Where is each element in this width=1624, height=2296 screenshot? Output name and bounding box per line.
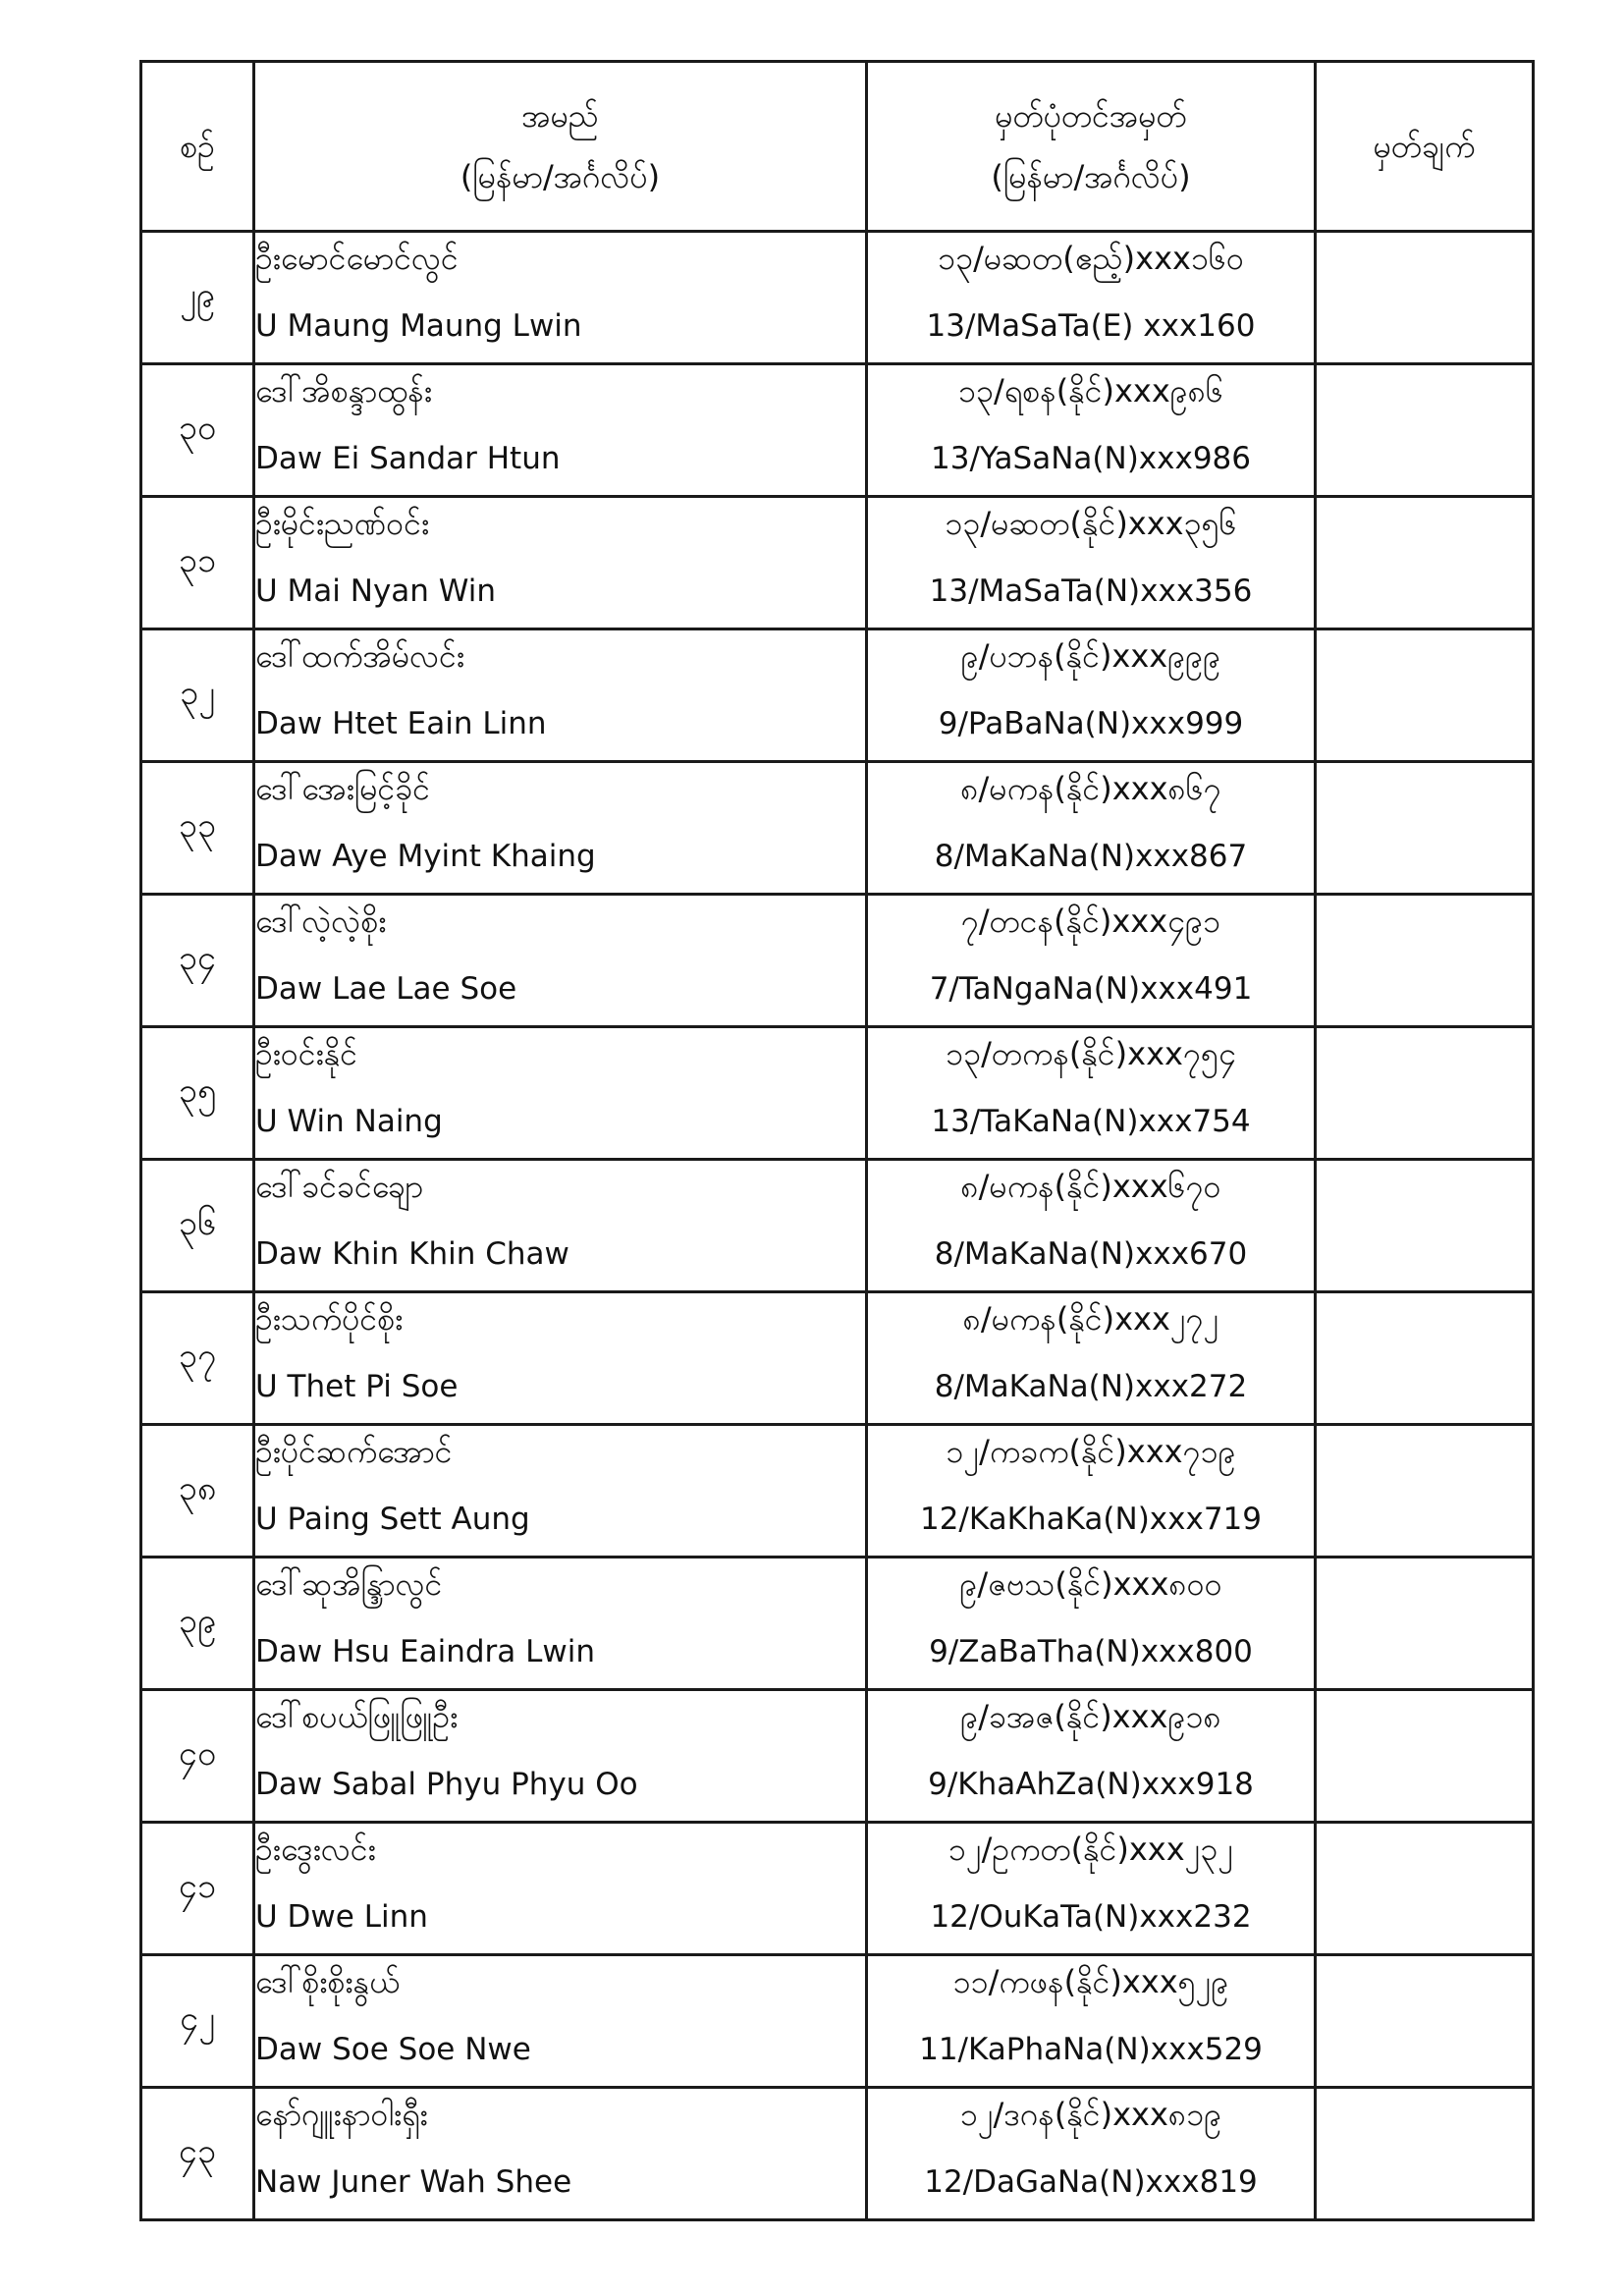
name-cell (254, 1160, 867, 1292)
name-myanmar: ဦးမောင်မောင်လွင် (255, 240, 459, 277)
name-english: Naw Juner Wah Shee (255, 2164, 572, 2200)
remarks-cell (1316, 1160, 1534, 1292)
table-row (141, 1292, 1534, 1425)
registration-cell (867, 1292, 1316, 1425)
remarks-cell (1316, 629, 1534, 762)
registration-cell (867, 1425, 1316, 1558)
registration-cell (867, 895, 1316, 1027)
registration-english: 8/MaKaNa(N)xxx867 (934, 839, 1248, 874)
header-name-line1: အမည် (521, 97, 599, 135)
table-row (141, 895, 1534, 1027)
row-number: ၄၃ (141, 2088, 254, 2220)
name-cell (254, 1027, 867, 1160)
remarks-cell (1316, 1027, 1534, 1160)
name-english: Daw Lae Lae Soe (255, 971, 517, 1007)
remarks-cell (1316, 364, 1534, 497)
registration-myanmar: ၈/မကန(နိုင်)xxx၈၆၇ (960, 770, 1221, 807)
name-cell (254, 1292, 867, 1425)
registration-english: 12/OuKaTa(N)xxx232 (930, 1899, 1252, 1935)
table-row (141, 1027, 1534, 1160)
registration-cell (867, 1558, 1316, 1690)
name-cell (254, 1955, 867, 2088)
name-english: Daw Htet Eain Linn (255, 706, 547, 741)
registration-myanmar: ၁၃/မဆတ(ဧည့်)xxx၁၆၀ (938, 240, 1244, 277)
name-cell (254, 232, 867, 364)
header-no: စဉ် (141, 62, 254, 232)
table-row (141, 1955, 1534, 2088)
registration-cell (867, 1955, 1316, 2088)
registration-cell (867, 629, 1316, 762)
table-row (141, 232, 1534, 364)
remarks-cell (1316, 762, 1534, 895)
registration-myanmar: ၁၃/မဆတ(နိုင်)xxx၃၅၆ (945, 505, 1237, 542)
remarks-cell (1316, 1690, 1534, 1823)
registration-myanmar: ၉/ဇဗသ(နိုင်)xxx၈၀၀ (959, 1565, 1222, 1603)
registration-english: 13/TaKaNa(N)xxx754 (931, 1104, 1251, 1139)
table-row (141, 1823, 1534, 1955)
table-row (141, 629, 1534, 762)
header-name (254, 62, 867, 232)
remarks-cell (1316, 2088, 1534, 2220)
name-myanmar: ဦးသက်ပိုင်စိုး (255, 1300, 404, 1338)
header-remarks: မှတ်ချက် (1316, 62, 1534, 232)
row-number: ၃၈ (141, 1425, 254, 1558)
registration-cell (867, 1027, 1316, 1160)
registration-cell (867, 232, 1316, 364)
row-number: ၃၄ (141, 895, 254, 1027)
name-cell (254, 497, 867, 629)
registration-english: 13/MaSaTa(N)xxx356 (929, 574, 1253, 609)
registration-english: 9/KhaAhZa(N)xxx918 (928, 1767, 1254, 1802)
table-header-row (141, 62, 1534, 232)
remarks-cell (1316, 895, 1534, 1027)
header-id-line1: မှတ်ပုံတင်အမှတ် (995, 97, 1187, 135)
registration-cell (867, 497, 1316, 629)
row-number: ၄၂ (141, 1955, 254, 2088)
name-myanmar: ဒေါ်အိစန္ဒာထွန်း (255, 372, 432, 410)
row-number: ၃၉ (141, 1558, 254, 1690)
registration-english: 13/MaSaTa(E) xxx160 (926, 308, 1256, 344)
remarks-cell (1316, 232, 1534, 364)
remarks-cell (1316, 1955, 1534, 2088)
registration-myanmar: ၉/ခအဇ(နိုင်)xxx၉၁၈ (960, 1698, 1221, 1735)
registration-english: 8/MaKaNa(N)xxx272 (934, 1369, 1248, 1404)
name-myanmar: ဒေါ်ထက်အိမ်လင်း (255, 637, 465, 675)
registration-english: 9/ZaBaTha(N)xxx800 (929, 1634, 1253, 1669)
row-number: ၃၃ (141, 762, 254, 895)
name-english: U Win Naing (255, 1104, 443, 1139)
table-row (141, 1690, 1534, 1823)
registration-cell (867, 1160, 1316, 1292)
registration-cell (867, 1823, 1316, 1955)
name-english: U Thet Pi Soe (255, 1369, 459, 1404)
registration-cell (867, 1690, 1316, 1823)
name-english: Daw Aye Myint Khaing (255, 839, 596, 874)
name-english: Daw Hsu Eaindra Lwin (255, 1634, 596, 1669)
registration-english: 12/DaGaNa(N)xxx819 (924, 2164, 1258, 2200)
table-row (141, 1425, 1534, 1558)
registration-english: 11/KaPhaNa(N)xxx529 (919, 2032, 1263, 2067)
name-cell (254, 2088, 867, 2220)
registration-english: 9/PaBaNa(N)xxx999 (938, 706, 1244, 741)
remarks-cell (1316, 1292, 1534, 1425)
name-english: U Paing Sett Aung (255, 1502, 530, 1537)
name-cell (254, 895, 867, 1027)
table-row (141, 364, 1534, 497)
registration-myanmar: ၇/တငန(နိုင်)xxx၄၉၁ (960, 902, 1221, 940)
name-myanmar: ဦးဝင်းနိုင် (255, 1035, 357, 1072)
name-myanmar: ဒေါ်စိုးစိုးနွယ် (255, 1963, 401, 2000)
name-myanmar: ဒေါ်စပယ်ဖြူဖြူဦး (255, 1698, 459, 1735)
table-row (141, 1160, 1534, 1292)
member-list-table (139, 60, 1535, 2221)
row-number: ၃၂ (141, 629, 254, 762)
name-cell (254, 364, 867, 497)
table-row (141, 2088, 1534, 2220)
registration-myanmar: ၁၂/ဒဂန(နိုင်)xxx၈၁၉ (959, 2096, 1222, 2133)
registration-myanmar: ၁၁/ကဖန(နိုင်)xxx၅၂၉ (952, 1963, 1229, 2000)
row-number: ၃၅ (141, 1027, 254, 1160)
row-number: ၂၉ (141, 232, 254, 364)
header-id-line2: (မြန်မာ/အင်္ဂလိပ်) (991, 158, 1191, 195)
name-english: U Maung Maung Lwin (255, 308, 582, 344)
name-myanmar: ဒေါ်ဆုအိန္ဒြာလွင် (255, 1565, 443, 1603)
registration-cell (867, 762, 1316, 895)
registration-myanmar: ၈/မကန(နိုင်)xxx၆၇၀ (960, 1168, 1221, 1205)
row-number: ၃၁ (141, 497, 254, 629)
row-number: ၃၀ (141, 364, 254, 497)
registration-english: 8/MaKaNa(N)xxx670 (934, 1236, 1248, 1272)
name-cell (254, 1558, 867, 1690)
registration-myanmar: ၁၃/ရစန(နိုင်)xxx၉၈၆ (957, 372, 1224, 410)
name-cell (254, 629, 867, 762)
registration-myanmar: ၁၂/ကခက(နိုင်)xxx၇၁၉ (946, 1433, 1236, 1470)
registration-myanmar: ၉/ပဘန(နိုင်)xxx၉၉၉ (960, 637, 1221, 675)
name-myanmar: ဦးပိုင်ဆက်အောင် (255, 1433, 453, 1470)
name-english: Daw Khin Khin Chaw (255, 1236, 569, 1272)
name-myanmar: ဦးမိုင်းညဏ်ဝင်း (255, 505, 430, 542)
name-cell (254, 1823, 867, 1955)
row-number: ၄၁ (141, 1823, 254, 1955)
registration-english: 7/TaNgaNa(N)xxx491 (929, 971, 1253, 1007)
name-english: U Dwe Linn (255, 1899, 428, 1935)
name-myanmar: ဒေါ်လဲ့လဲ့စိုး (255, 902, 387, 940)
header-id (867, 62, 1316, 232)
row-number: ၄၀ (141, 1690, 254, 1823)
registration-english: 12/KaKhaKa(N)xxx719 (919, 1502, 1262, 1537)
name-cell (254, 1425, 867, 1558)
name-myanmar: ဒေါ်ခင်ခင်ချော (255, 1168, 424, 1205)
name-cell (254, 1690, 867, 1823)
registration-myanmar: ၈/မကန(နိုင်)xxx၂၇၂ (962, 1300, 1219, 1338)
registration-english: 13/YaSaNa(N)xxx986 (931, 441, 1251, 476)
name-english: Daw Sabal Phyu Phyu Oo (255, 1767, 638, 1802)
table-row (141, 762, 1534, 895)
name-myanmar: နော်ဂျူးနာဝါးရှီး (255, 2096, 428, 2133)
name-cell (254, 762, 867, 895)
name-myanmar: ဒေါ်အေးမြင့်ခိုင် (255, 770, 431, 807)
name-english: Daw Soe Soe Nwe (255, 2032, 531, 2067)
registration-cell (867, 364, 1316, 497)
table-row (141, 497, 1534, 629)
header-name-line2: (မြန်မာ/အင်္ဂလိပ်) (460, 158, 661, 195)
registration-cell (867, 2088, 1316, 2220)
row-number: ၃၆ (141, 1160, 254, 1292)
remarks-cell (1316, 1823, 1534, 1955)
registration-myanmar: ၁၃/တကန(နိုင်)xxx၇၅၄ (946, 1035, 1236, 1072)
remarks-cell (1316, 1558, 1534, 1690)
table-row (141, 1558, 1534, 1690)
row-number: ၃၇ (141, 1292, 254, 1425)
name-english: Daw Ei Sandar Htun (255, 441, 561, 476)
remarks-cell (1316, 1425, 1534, 1558)
name-myanmar: ဦးဒွေးလင်း (255, 1831, 376, 1868)
remarks-cell (1316, 497, 1534, 629)
registration-myanmar: ၁၂/ဥကတ(နိုင်)xxx၂၃၂ (947, 1831, 1234, 1868)
name-english: U Mai Nyan Win (255, 574, 497, 609)
